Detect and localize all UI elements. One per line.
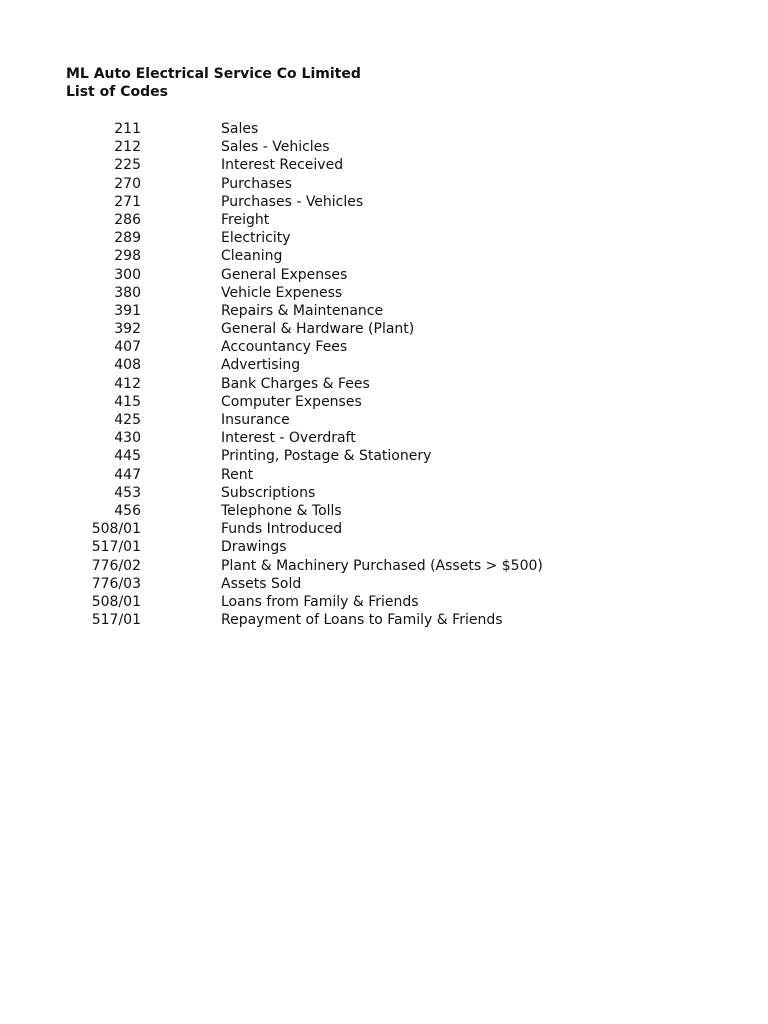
account-description: Cleaning xyxy=(221,248,283,265)
code-row xyxy=(0,138,768,156)
account-code: 412 xyxy=(114,375,141,392)
account-code: 776/03 xyxy=(91,575,141,592)
account-description: Repayment of Loans to Family & Friends xyxy=(221,612,503,629)
code-list xyxy=(0,120,768,629)
account-code: 271 xyxy=(114,193,141,210)
code-row xyxy=(0,320,768,338)
company-name: ML Auto Electrical Service Co Limited xyxy=(66,66,361,82)
code-row xyxy=(0,356,768,374)
account-description: Accountancy Fees xyxy=(221,339,348,356)
account-code: 392 xyxy=(114,321,141,338)
account-code: 508/01 xyxy=(91,521,141,538)
account-description: Subscriptions xyxy=(221,484,316,501)
account-code: 456 xyxy=(114,502,141,519)
account-description: Interest - Overdraft xyxy=(221,430,356,447)
account-description: Purchases xyxy=(221,175,292,192)
code-row xyxy=(0,284,768,302)
account-code: 391 xyxy=(114,302,141,319)
code-row xyxy=(0,175,768,193)
code-row xyxy=(0,156,768,174)
account-code: 270 xyxy=(114,175,141,192)
account-description: Funds Introduced xyxy=(221,521,343,538)
account-description: General Expenses xyxy=(221,266,348,283)
code-row xyxy=(0,520,768,538)
account-description: Rent xyxy=(221,466,254,483)
account-description: Printing, Postage & Stationery xyxy=(221,448,432,465)
document-subtitle: List of Codes xyxy=(66,84,168,100)
code-row xyxy=(0,411,768,429)
account-code: 289 xyxy=(114,230,141,247)
account-code: 453 xyxy=(114,484,141,501)
account-description: Computer Expenses xyxy=(221,393,362,410)
code-row xyxy=(0,338,768,356)
account-description: Telephone & Tolls xyxy=(221,502,342,519)
account-description: Plant & Machinery Purchased (Assets > $500) xyxy=(221,557,543,574)
account-code: 517/01 xyxy=(91,539,141,556)
account-description: Electricity xyxy=(221,230,291,247)
code-row xyxy=(0,447,768,465)
account-description: Insurance xyxy=(221,412,290,428)
code-row xyxy=(0,502,768,520)
code-row xyxy=(0,211,768,229)
account-code: 425 xyxy=(114,412,141,428)
code-row xyxy=(0,266,768,284)
account-code: 415 xyxy=(114,393,141,410)
account-code: 407 xyxy=(114,339,141,356)
code-row xyxy=(0,120,768,138)
account-code: 225 xyxy=(114,157,141,174)
account-code: 508/01 xyxy=(91,593,141,610)
account-code: 408 xyxy=(114,357,141,374)
account-code: 447 xyxy=(114,466,141,483)
account-code: 211 xyxy=(114,121,141,137)
account-description: Advertising xyxy=(221,357,301,374)
account-code: 517/01 xyxy=(91,612,141,629)
account-code: 298 xyxy=(114,248,141,265)
account-description: Assets Sold xyxy=(221,575,302,592)
account-code: 430 xyxy=(114,430,141,447)
account-description: Sales - Vehicles xyxy=(221,139,330,156)
account-description: Sales xyxy=(221,121,259,137)
code-row xyxy=(0,429,768,447)
code-row xyxy=(0,466,768,484)
code-row xyxy=(0,247,768,265)
account-description: Interest Received xyxy=(221,157,344,174)
account-description: Purchases - Vehicles xyxy=(221,193,364,210)
code-row xyxy=(0,538,768,556)
code-row xyxy=(0,375,768,393)
account-code: 286 xyxy=(114,211,141,228)
code-row xyxy=(0,229,768,247)
account-description: Bank Charges & Fees xyxy=(221,375,370,392)
code-row xyxy=(0,193,768,211)
code-row xyxy=(0,484,768,502)
account-code: 212 xyxy=(114,139,141,156)
account-code: 445 xyxy=(114,448,141,465)
account-code: 776/02 xyxy=(91,557,141,574)
code-row xyxy=(0,557,768,575)
account-description: General & Hardware (Plant) xyxy=(221,321,415,338)
account-description: Repairs & Maintenance xyxy=(221,302,384,319)
account-code: 380 xyxy=(114,284,141,301)
code-row xyxy=(0,611,768,629)
account-code: 300 xyxy=(114,266,141,283)
code-row xyxy=(0,302,768,320)
code-row xyxy=(0,393,768,411)
code-row xyxy=(0,575,768,593)
code-row xyxy=(0,593,768,611)
account-description: Vehicle Expeness xyxy=(221,284,343,301)
account-description: Loans from Family & Friends xyxy=(221,593,419,610)
account-description: Drawings xyxy=(221,539,287,556)
account-description: Freight xyxy=(221,211,270,228)
